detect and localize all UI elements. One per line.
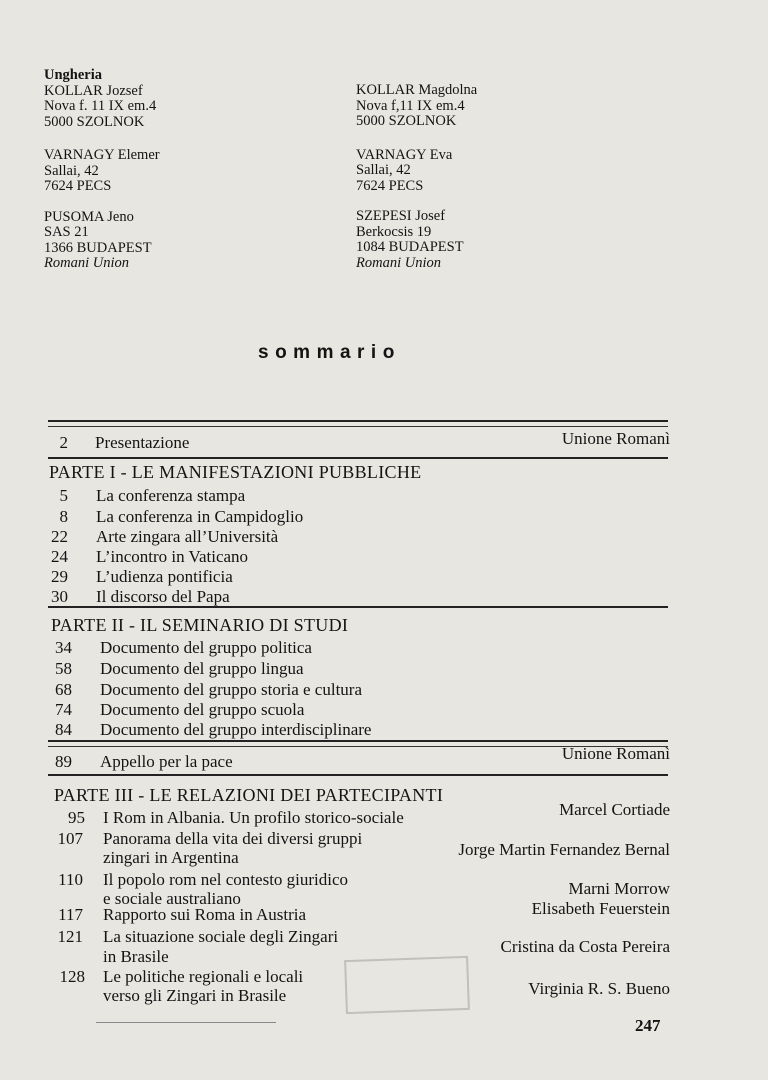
toc-page-number: 8 [59, 507, 68, 526]
toc-page-number: 22 [51, 527, 68, 546]
address-city: 5000 SZOLNOK [356, 113, 457, 129]
address-street: Berkocsis 19 [356, 223, 432, 240]
address-column-right [356, 83, 477, 271]
address-city: 5000 SZOLNOK [44, 113, 145, 130]
address-name: KOLLAR Jozsef [44, 82, 143, 99]
toc-author: Cristina da Costa Pereira [500, 937, 670, 956]
toc-title-continued: e sociale australiano [103, 889, 241, 908]
toc-author: Virginia R. S. Bueno [528, 979, 670, 998]
toc-author: Jorge Martin Fernandez Bernal [458, 840, 670, 859]
page-number: 247 [635, 1016, 661, 1035]
toc-title: I Rom in Albania. Un profilo storico-sociale [103, 808, 404, 827]
address-city: 7624 PECS [356, 177, 424, 194]
toc-page-number: 2 [59, 433, 68, 452]
divider [48, 740, 668, 742]
toc-title-continued: zingari in Argentina [103, 848, 239, 867]
address-city: 1084 BUDAPEST [356, 239, 464, 255]
toc-author: Marcel Cortiade [559, 800, 670, 819]
divider [48, 774, 668, 776]
divider [96, 1022, 276, 1023]
toc-page-number: 74 [55, 700, 72, 719]
toc-page-number: 121 [57, 927, 83, 946]
toc-author: Unione Romanì [561, 744, 670, 763]
toc-title: Documento del gruppo interdisciplinare [100, 720, 372, 739]
address-name: KOLLAR Magdolna [356, 82, 478, 98]
toc-page-number: 95 [68, 808, 85, 827]
divider [48, 606, 668, 608]
section-heading: PARTE I - LE MANIFESTAZIONI PUBBLICHE [49, 462, 422, 482]
toc-page-number: 24 [51, 547, 68, 566]
toc-page-number: 68 [55, 680, 72, 699]
library-stamp-icon [344, 956, 470, 1014]
toc-author: Marni Morrow [568, 879, 670, 898]
address-name: PUSOMA Jeno [44, 208, 134, 225]
toc-title: La conferenza stampa [96, 486, 246, 505]
toc-page-number: 107 [57, 829, 83, 848]
divider [48, 420, 668, 422]
toc-page-number: 89 [55, 752, 72, 771]
divider [48, 426, 668, 427]
toc-title: Documento del gruppo scuola [100, 700, 305, 719]
address-street: SAS 21 [44, 224, 89, 240]
toc-title: Rapporto sui Roma in Austria [103, 905, 307, 924]
toc-title: Arte zingara all’Università [96, 527, 279, 546]
toc-title-continued: in Brasile [103, 947, 169, 966]
address-org: Romani Union [356, 254, 441, 271]
toc-title: L’incontro in Vaticano [96, 547, 249, 566]
section-heading: PARTE II - IL SEMINARIO DI STUDI [51, 615, 349, 635]
toc-title: La situazione sociale degli Zingari [103, 927, 339, 946]
toc-page-number: 5 [59, 486, 68, 505]
section-heading: PARTE III - LE RELAZIONI DEI PARTECIPANTI [54, 785, 444, 805]
toc-page-number: 29 [51, 567, 68, 586]
toc-title: La conferenza in Campidoglio [96, 507, 304, 526]
toc-title: L’udienza pontificia [96, 567, 233, 586]
toc-title: Il popolo rom nel contesto giuridico [103, 870, 349, 889]
address-name: SZEPESI Josef [356, 208, 446, 224]
toc-title: Panorama della vita dei diversi gruppi [103, 829, 363, 848]
address-street: Nova f. 11 IX em.4 [44, 98, 157, 114]
country-label: Ungheria [44, 67, 102, 83]
toc-title: Documento del gruppo lingua [100, 659, 304, 678]
toc-page-number: 58 [55, 659, 72, 678]
toc-title: Documento del gruppo politica [100, 638, 312, 657]
toc-title: Appello per la pace [100, 752, 233, 771]
toc-page-number: 30 [51, 587, 68, 606]
page-title: sommario [258, 342, 401, 363]
address-street: Sallai, 42 [356, 162, 411, 178]
toc-title: Il discorso del Papa [96, 587, 230, 606]
address-city: 7624 PECS [44, 178, 112, 194]
toc-title: Presentazione [95, 433, 190, 452]
toc-page-number: 128 [59, 967, 85, 986]
address-org: Romani Union [44, 255, 129, 271]
address-street: Nova f,11 IX em.4 [356, 97, 465, 114]
address-column-left [44, 68, 160, 272]
address-name: VARNAGY Eva [356, 146, 453, 163]
toc-title: Documento del gruppo storia e cultura [100, 680, 363, 699]
toc-title-continued: verso gli Zingari in Brasile [103, 986, 287, 1005]
toc-page-number: 110 [58, 870, 83, 889]
address-name: VARNAGY Elemer [44, 147, 160, 163]
toc-page-number: 84 [55, 720, 72, 739]
toc-page-number: 117 [58, 905, 83, 924]
address-street: Sallai, 42 [44, 162, 99, 179]
address-city: 1366 BUDAPEST [44, 239, 152, 256]
divider [48, 457, 668, 459]
toc-author: Elisabeth Feuerstein [531, 899, 670, 918]
toc-author: Unione Romanì [561, 429, 670, 448]
toc-page-number: 34 [55, 638, 72, 657]
toc-title: Le politiche regionali e locali [103, 967, 304, 986]
